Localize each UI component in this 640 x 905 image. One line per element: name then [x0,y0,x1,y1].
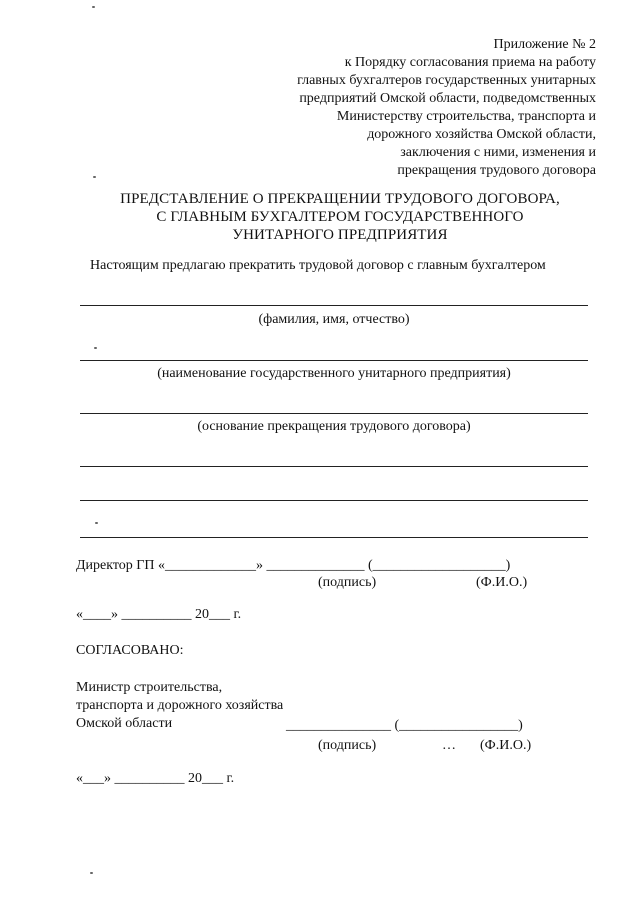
reason-extra-line[interactable] [80,466,588,467]
fio-field-line[interactable] [80,305,588,306]
director-fio-caption: (Ф.И.О.) [476,575,528,590]
title-line: УНИТАРНОГО ПРЕДПРИЯТИЯ [232,227,448,243]
minister-fio-caption: (Ф.И.О.) [480,738,532,753]
reason-extra-line[interactable] [80,500,588,501]
appendix-line: главных бухгалтеров государственных унитарных [297,73,596,88]
minister-ellipsis: … [442,738,456,753]
appendix-line: предприятий Омской области, подведомственных [299,91,596,106]
appendix-header [236,36,596,180]
minister-signature-line: _______________ (_________________) [286,718,523,733]
scan-speck [90,872,93,874]
appendix-line: прекращения трудового договора [397,163,596,178]
approved-heading: СОГЛАСОВАНО: [76,643,184,658]
minister-title-line: Министр строительства, [76,680,223,695]
minister-sign-caption: (подпись) [318,738,377,753]
reason-field-line[interactable] [80,413,588,414]
scan-speck [94,347,97,349]
director-signature-line: Директор ГП «_____________» ______________ (___________________) [76,558,511,573]
title-line: С ГЛАВНЫМ БУХГАЛТЕРОМ ГОСУДАРСТВЕННОГО [156,209,524,225]
scan-speck [95,522,98,524]
appendix-line: Министерству строительства, транспорта и [336,109,596,124]
document-title [60,190,620,244]
scan-speck [93,176,96,178]
enterprise-caption: (наименование государственного унитарного предприятия) [157,366,511,381]
appendix-line: дорожного хозяйства Омской области, [367,127,596,142]
intro-text: Настоящим предлагаю прекратить трудовой договор с главным бухгалтером [90,258,546,273]
enterprise-field-line[interactable] [80,360,588,361]
scan-speck [92,6,95,8]
reason-caption: (основание прекращения трудового договора) [197,419,471,434]
appendix-line: заключения с ними, изменения и [400,145,596,160]
title-line: ПРЕДСТАВЛЕНИЕ О ПРЕКРАЩЕНИИ ТРУДОВОГО ДОГОВОРА, [120,191,560,207]
reason-extra-line[interactable] [80,537,588,538]
appendix-line: Приложение № 2 [493,37,596,52]
fio-caption: (фамилия, имя, отчество) [258,312,410,327]
director-sign-caption: (подпись) [318,575,377,590]
director-date: «____» __________ 20___ г. [76,607,242,622]
minister-title-line: Омской области [76,716,173,731]
minister-date: «___» __________ 20___ г. [76,771,235,786]
minister-title-line: транспорта и дорожного хозяйства [76,698,284,713]
appendix-line: к Порядку согласования приема на работу [344,55,596,70]
